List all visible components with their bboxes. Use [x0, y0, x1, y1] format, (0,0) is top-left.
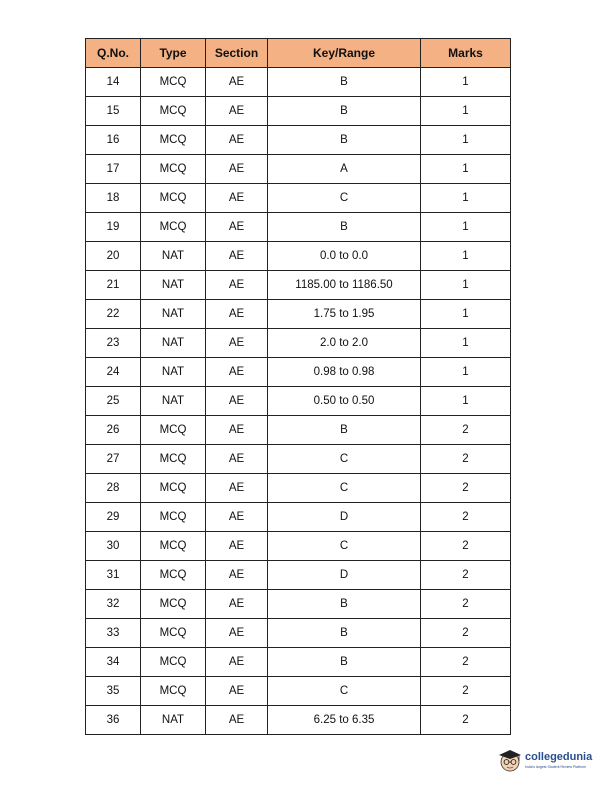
table-row [86, 532, 511, 561]
table-row [86, 561, 511, 590]
answer-key-table [85, 38, 511, 735]
cell-qno: 15 [86, 97, 141, 126]
cell-marks: 2 [421, 561, 511, 590]
cell-key-range: B [268, 97, 421, 126]
cell-section: AE [206, 706, 268, 735]
cell-type: MCQ [141, 68, 206, 97]
cell-type: MCQ [141, 619, 206, 648]
cell-key-range: C [268, 445, 421, 474]
cell-section: AE [206, 561, 268, 590]
table-row [86, 358, 511, 387]
cell-key-range: B [268, 416, 421, 445]
cell-marks: 1 [421, 387, 511, 416]
table-row [86, 68, 511, 97]
table-row [86, 619, 511, 648]
table-row [86, 387, 511, 416]
cell-marks: 1 [421, 97, 511, 126]
cell-key-range: 0.98 to 0.98 [268, 358, 421, 387]
header-marks: Marks [421, 39, 511, 68]
cell-type: NAT [141, 300, 206, 329]
cell-marks: 2 [421, 416, 511, 445]
cell-type: NAT [141, 329, 206, 358]
cell-qno: 32 [86, 590, 141, 619]
cell-type: NAT [141, 271, 206, 300]
cell-qno: 34 [86, 648, 141, 677]
cell-qno: 30 [86, 532, 141, 561]
cell-marks: 1 [421, 155, 511, 184]
cell-type: MCQ [141, 213, 206, 242]
cell-qno: 22 [86, 300, 141, 329]
cell-marks: 1 [421, 358, 511, 387]
cell-key-range: A [268, 155, 421, 184]
cell-section: AE [206, 155, 268, 184]
cell-qno: 21 [86, 271, 141, 300]
cell-qno: 31 [86, 561, 141, 590]
cell-section: AE [206, 503, 268, 532]
table-row [86, 242, 511, 271]
cell-qno: 29 [86, 503, 141, 532]
cell-marks: 2 [421, 706, 511, 735]
cell-section: AE [206, 358, 268, 387]
cell-qno: 35 [86, 677, 141, 706]
cell-qno: 14 [86, 68, 141, 97]
table-row [86, 445, 511, 474]
cell-qno: 23 [86, 329, 141, 358]
graduate-mascot-icon [497, 747, 523, 773]
cell-marks: 2 [421, 503, 511, 532]
table-row [86, 416, 511, 445]
cell-section: AE [206, 445, 268, 474]
cell-qno: 17 [86, 155, 141, 184]
cell-qno: 25 [86, 387, 141, 416]
table-row [86, 677, 511, 706]
cell-marks: 1 [421, 300, 511, 329]
table-row [86, 706, 511, 735]
logo-tagline: India's largest Student Review Platform [525, 765, 586, 769]
cell-marks: 1 [421, 126, 511, 155]
table-body [86, 68, 511, 735]
cell-key-range: C [268, 474, 421, 503]
table-row [86, 329, 511, 358]
header-type: Type [141, 39, 206, 68]
cell-qno: 18 [86, 184, 141, 213]
cell-section: AE [206, 184, 268, 213]
cell-type: MCQ [141, 155, 206, 184]
cell-qno: 36 [86, 706, 141, 735]
cell-type: MCQ [141, 648, 206, 677]
table-row [86, 213, 511, 242]
table-row [86, 474, 511, 503]
cell-qno: 24 [86, 358, 141, 387]
cell-type: MCQ [141, 590, 206, 619]
cell-key-range: D [268, 503, 421, 532]
cell-marks: 2 [421, 619, 511, 648]
cell-key-range: 2.0 to 2.0 [268, 329, 421, 358]
cell-marks: 2 [421, 532, 511, 561]
cell-section: AE [206, 97, 268, 126]
cell-key-range: B [268, 648, 421, 677]
cell-type: MCQ [141, 532, 206, 561]
cell-marks: 2 [421, 590, 511, 619]
cell-key-range: 0.50 to 0.50 [268, 387, 421, 416]
table-row [86, 97, 511, 126]
cell-type: MCQ [141, 561, 206, 590]
cell-marks: 2 [421, 677, 511, 706]
cell-qno: 27 [86, 445, 141, 474]
cell-type: NAT [141, 387, 206, 416]
table-row [86, 184, 511, 213]
cell-section: AE [206, 590, 268, 619]
cell-marks: 1 [421, 68, 511, 97]
logo-wordmark: collegedunia [525, 751, 593, 763]
cell-section: AE [206, 416, 268, 445]
cell-key-range: B [268, 590, 421, 619]
cell-type: NAT [141, 358, 206, 387]
collegedunia-logo [497, 745, 609, 777]
cell-marks: 1 [421, 213, 511, 242]
cell-key-range: B [268, 619, 421, 648]
cell-marks: 1 [421, 271, 511, 300]
cell-marks: 2 [421, 474, 511, 503]
cell-key-range: B [268, 68, 421, 97]
cell-section: AE [206, 271, 268, 300]
cell-key-range: 1185.00 to 1186.50 [268, 271, 421, 300]
cell-marks: 1 [421, 242, 511, 271]
cell-type: MCQ [141, 503, 206, 532]
cell-type: NAT [141, 242, 206, 271]
cell-qno: 28 [86, 474, 141, 503]
cell-type: MCQ [141, 445, 206, 474]
cell-section: AE [206, 213, 268, 242]
header-key-range: Key/Range [268, 39, 421, 68]
cell-marks: 1 [421, 184, 511, 213]
cell-key-range: 6.25 to 6.35 [268, 706, 421, 735]
cell-marks: 1 [421, 329, 511, 358]
table-row [86, 126, 511, 155]
header-qno: Q.No. [86, 39, 141, 68]
cell-type: MCQ [141, 677, 206, 706]
cell-section: AE [206, 68, 268, 97]
cell-qno: 26 [86, 416, 141, 445]
cell-key-range: B [268, 213, 421, 242]
table-row [86, 300, 511, 329]
cell-qno: 33 [86, 619, 141, 648]
cell-key-range: C [268, 184, 421, 213]
cell-qno: 16 [86, 126, 141, 155]
cell-key-range: D [268, 561, 421, 590]
cell-qno: 20 [86, 242, 141, 271]
table-row [86, 155, 511, 184]
cell-section: AE [206, 387, 268, 416]
cell-type: MCQ [141, 126, 206, 155]
table-row [86, 271, 511, 300]
cell-section: AE [206, 242, 268, 271]
cell-key-range: C [268, 677, 421, 706]
cell-key-range: C [268, 532, 421, 561]
header-section: Section [206, 39, 268, 68]
cell-qno: 19 [86, 213, 141, 242]
cell-section: AE [206, 532, 268, 561]
table-row [86, 648, 511, 677]
cell-section: AE [206, 648, 268, 677]
cell-marks: 2 [421, 445, 511, 474]
cell-key-range: 0.0 to 0.0 [268, 242, 421, 271]
cell-section: AE [206, 126, 268, 155]
cell-type: MCQ [141, 474, 206, 503]
cell-key-range: B [268, 126, 421, 155]
cell-type: NAT [141, 706, 206, 735]
cell-section: AE [206, 474, 268, 503]
table-row [86, 503, 511, 532]
cell-marks: 2 [421, 648, 511, 677]
cell-section: AE [206, 677, 268, 706]
cell-key-range: 1.75 to 1.95 [268, 300, 421, 329]
cell-section: AE [206, 300, 268, 329]
table-header-row [86, 39, 511, 68]
cell-section: AE [206, 619, 268, 648]
cell-type: MCQ [141, 97, 206, 126]
cell-section: AE [206, 329, 268, 358]
cell-type: MCQ [141, 184, 206, 213]
table-row [86, 590, 511, 619]
cell-type: MCQ [141, 416, 206, 445]
